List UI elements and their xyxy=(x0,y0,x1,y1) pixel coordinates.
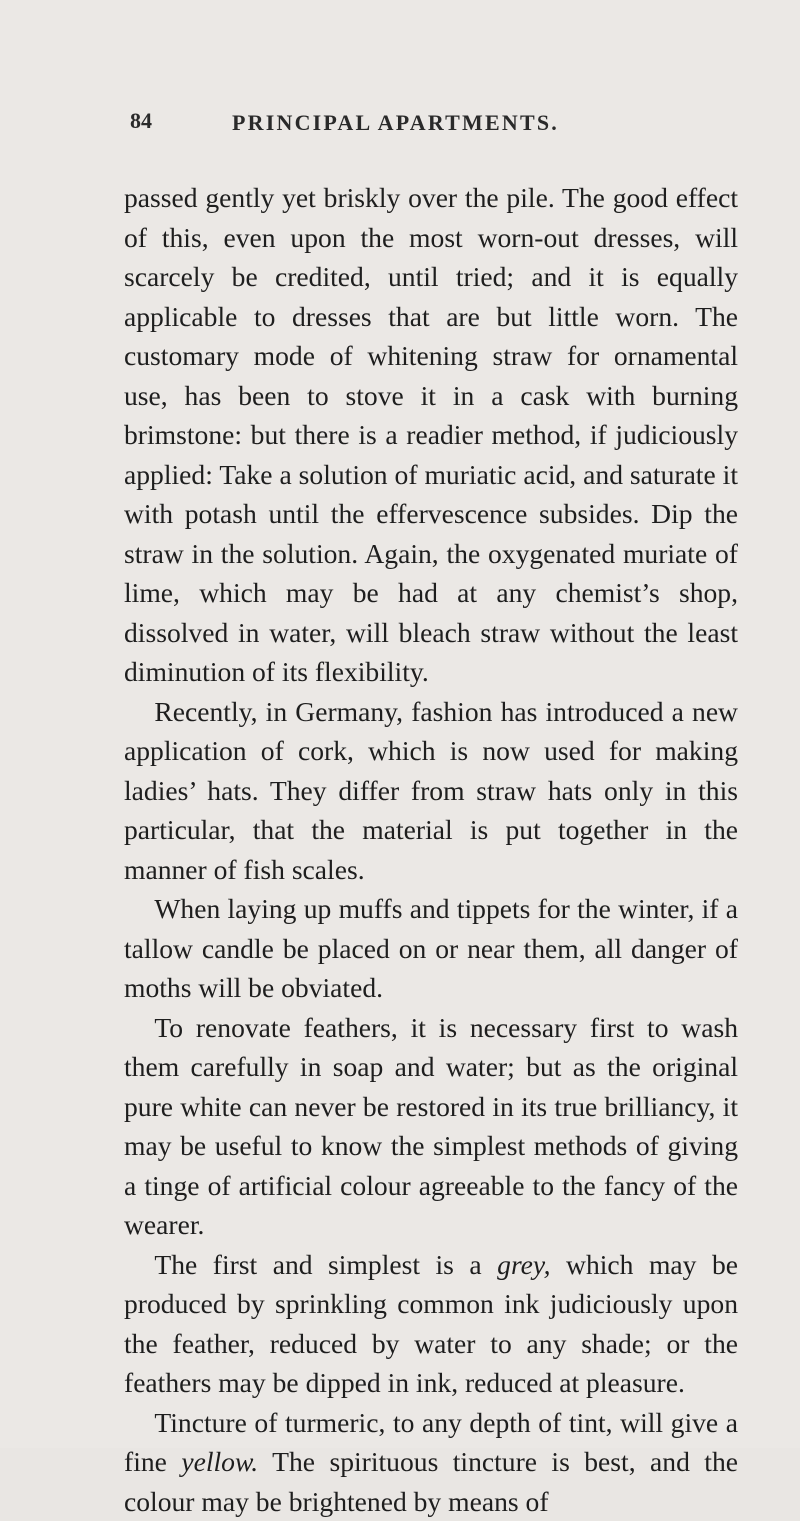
running-title: PRINCIPAL APARTMENTS. xyxy=(232,110,559,136)
paragraph-text: To renovate feathers, it is necessary first to wash them carefully in soap and water; but as the original pure white can never be restored in its true brilliancy, it may be useful to know the simplest methods of giving a tinge of artificial colour agreeable to the fancy of the wearer. xyxy=(124,1012,738,1241)
body-text xyxy=(124,178,738,1521)
paragraph-text-before: Tincture of turmeric, to any depth of tint, will give a fine xyxy=(124,1407,738,1478)
paragraph-text: When laying up muffs and tippets for the winter, if a tallow candle be placed on or near them, all danger of moths will be obviated. xyxy=(124,893,738,1003)
paragraph-cork-hats xyxy=(124,692,738,890)
paragraph-text-after: which may be produced by sprinkling common ink judiciously upon the feather, reduced by water to any shade; or the feathers may be dipped in ink, reduced at pleasure. xyxy=(124,1249,738,1399)
paragraph-whitening-straw xyxy=(124,178,738,692)
running-head xyxy=(130,108,710,138)
page-number: 84 xyxy=(130,108,152,134)
paragraph-text-before: The first and simplest is a xyxy=(154,1249,497,1280)
paragraph-renovate-feathers xyxy=(124,1008,738,1245)
colour-emphasis: grey, xyxy=(497,1249,550,1280)
paragraph-yellow-tinge xyxy=(124,1403,738,1521)
paragraph-text: passed gently yet briskly over the pile. The good effect of this, even upon the most worn-out dresses, will scarcely be credited, until tried; and it is equally applicable to dresses that are but little worn. The customary mode of whitening straw for ornamental use, has been to stove it in a cask with burning brimstone: but there is a readier method, if judiciously applied: Take a solution of muriatic acid, and saturate it with potash until the effervescence subsides. Dip the straw in the solution. Again, the oxygenated muriate of lime, which may be had at any chemist’s shop, dissolved in water, will bleach straw without the least diminution of its flexibility. xyxy=(124,182,738,687)
colour-emphasis: yellow. xyxy=(181,1446,258,1477)
paragraph-grey-tinge xyxy=(124,1245,738,1403)
paragraph-muffs-tippets xyxy=(124,889,738,1008)
paragraph-text: Recently, in Germany, fashion has introduced a new application of cork, which is now used for making ladies’ hats. They differ from straw hats only in this particular, that the material is put together in the manner of fish scales. xyxy=(124,696,738,885)
paragraph-text-after: The spirituous tincture is best, and the colour may be brightened by means of xyxy=(124,1446,738,1517)
